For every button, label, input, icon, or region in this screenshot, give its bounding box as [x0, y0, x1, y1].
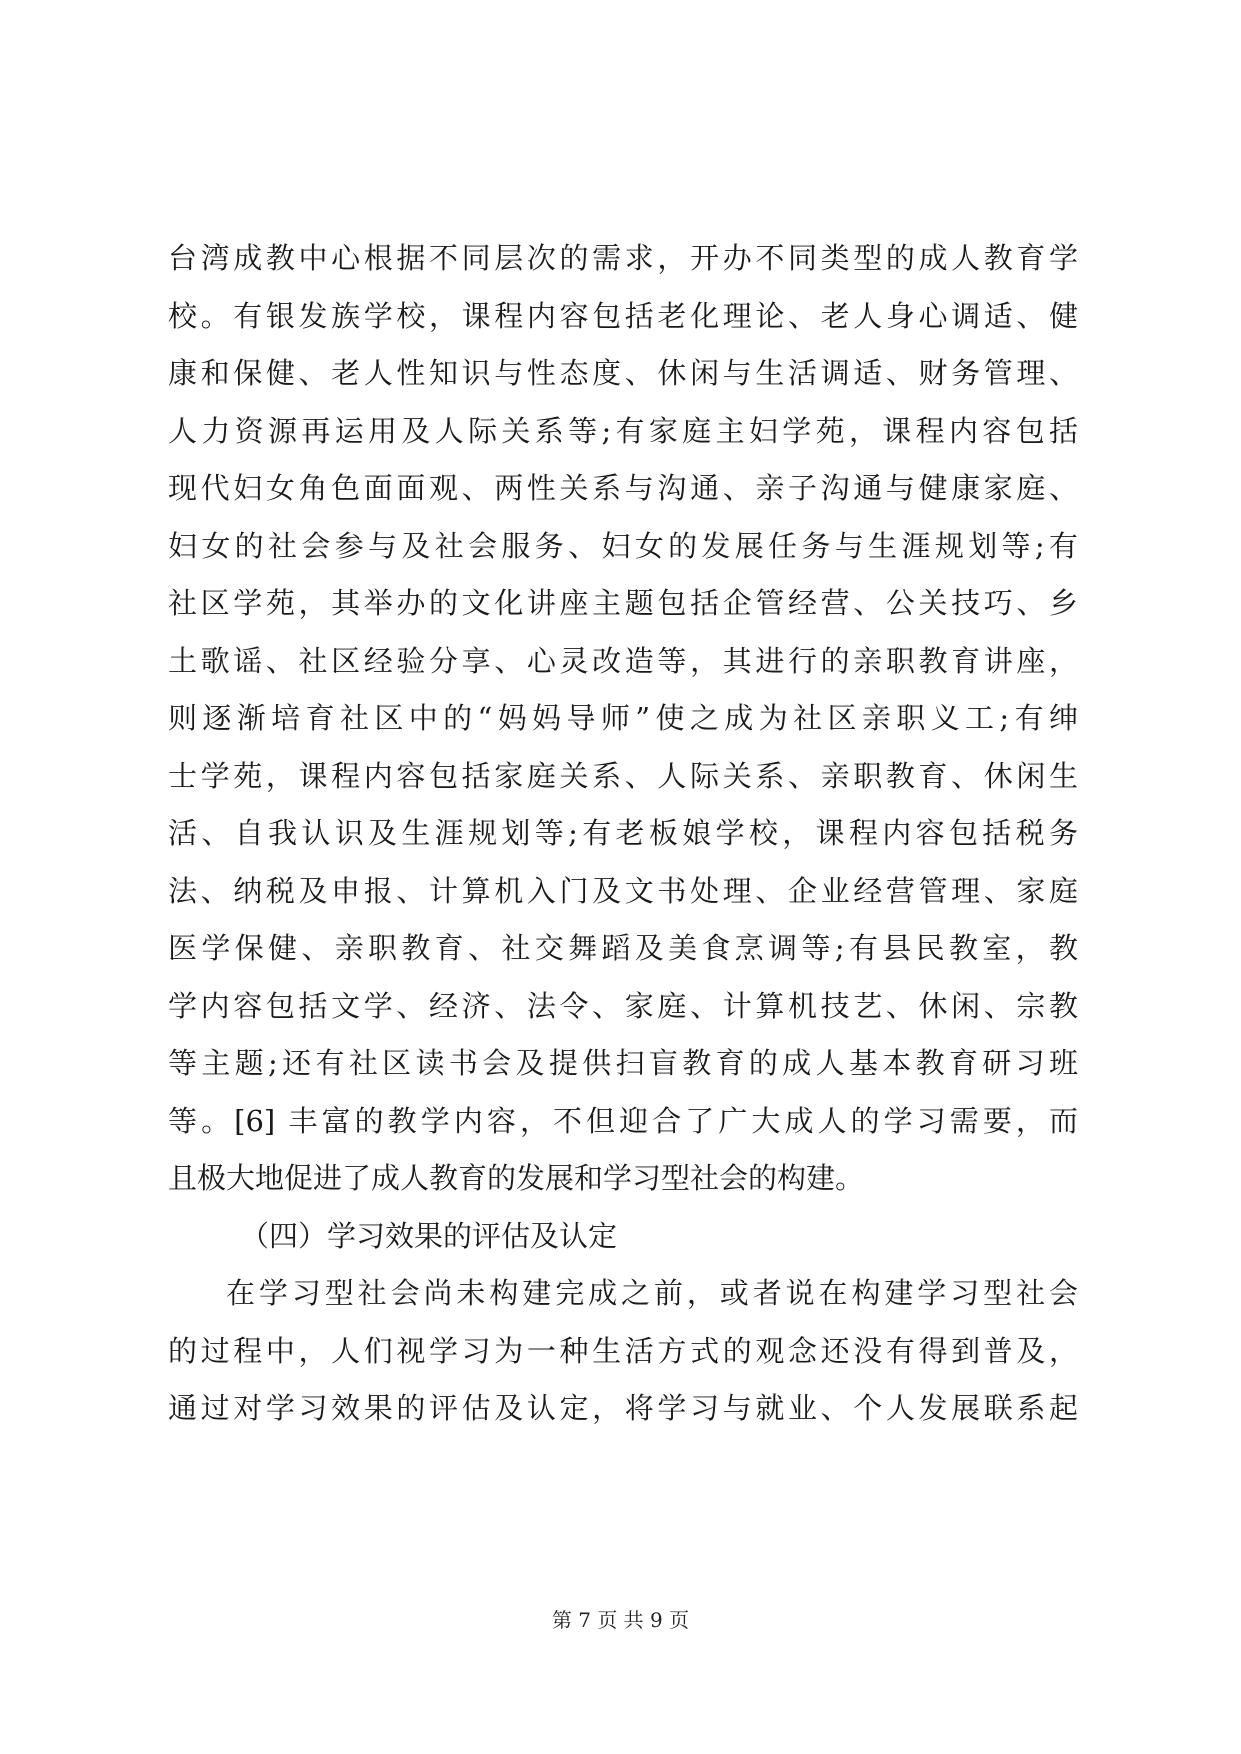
paragraph-line: 校。有银发族学校，课程内容包括老化理论、老人身心调适、健: [168, 298, 1078, 333]
paragraph-line: 人力资源再运用及人际关系等;有家庭主妇学苑，课程内容包括: [168, 413, 1078, 448]
paragraph-line: 学内容包括文学、经济、法令、家庭、计算机技艺、休闲、宗教: [168, 988, 1078, 1023]
paragraph-line: 社区学苑，其举办的文化讲座主题包括企管经营、公关技巧、乡: [168, 586, 1078, 620]
paragraph-line: 的过程中，人们视学习为一种生活方式的观念还没有得到普及，: [168, 1333, 1078, 1368]
page-footer: 第 7 页 共 9 页: [551, 1608, 690, 1632]
section-heading: （四）学习效果的评估及认定: [240, 1218, 618, 1253]
paragraph-line: 妇女的社会参与及社会服务、妇女的发展任务与生涯规划等;有: [168, 528, 1078, 563]
paragraph-line: 康和保健、老人性知识与性态度、休闲与生活调适、财务管理、: [168, 356, 1078, 390]
paragraph-line: 土歌谣、社区经验分享、心灵改造等，其进行的亲职教育讲座，: [168, 643, 1078, 678]
paragraph-line: 士学苑，课程内容包括家庭关系、人际关系、亲职教育、休闲生: [168, 758, 1078, 793]
paragraph-line: 台湾成教中心根据不同层次的需求，开办不同类型的成人教育学: [168, 241, 1078, 275]
paragraph-line: 等。[6] 丰富的教学内容，不但迎合了广大成人的学习需要，而: [168, 1103, 1078, 1138]
paragraph-line: 在学习型社会尚未构建完成之前，或者说在构建学习型社会: [226, 1276, 1078, 1310]
body-text: [168, 230, 1078, 1438]
paragraph-line: 且极大地促进了成人教育的发展和学习型社会的构建。: [168, 1161, 865, 1195]
paragraph-line: 则逐渐培育社区中的“妈妈导师”使之成为社区亲职义工;有绅: [168, 701, 1078, 735]
paragraph-line: 现代妇女角色面面观、两性关系与沟通、亲子沟通与健康家庭、: [168, 471, 1078, 505]
paragraph-line: 活、自我认识及生涯规划等;有老板娘学校，课程内容包括税务: [168, 816, 1078, 850]
paragraph-line: 通过对学习效果的评估及认定，将学习与就业、个人发展联系起: [168, 1391, 1078, 1425]
paragraph-line: 等主题;还有社区读书会及提供扫盲教育的成人基本教育研习班: [168, 1046, 1078, 1080]
paragraph-line: 医学保健、亲职教育、社交舞蹈及美食烹调等;有县民教室，教: [168, 931, 1078, 965]
paragraph-line: 法、纳税及申报、计算机入门及文书处理、企业经营管理、家庭: [168, 873, 1078, 908]
